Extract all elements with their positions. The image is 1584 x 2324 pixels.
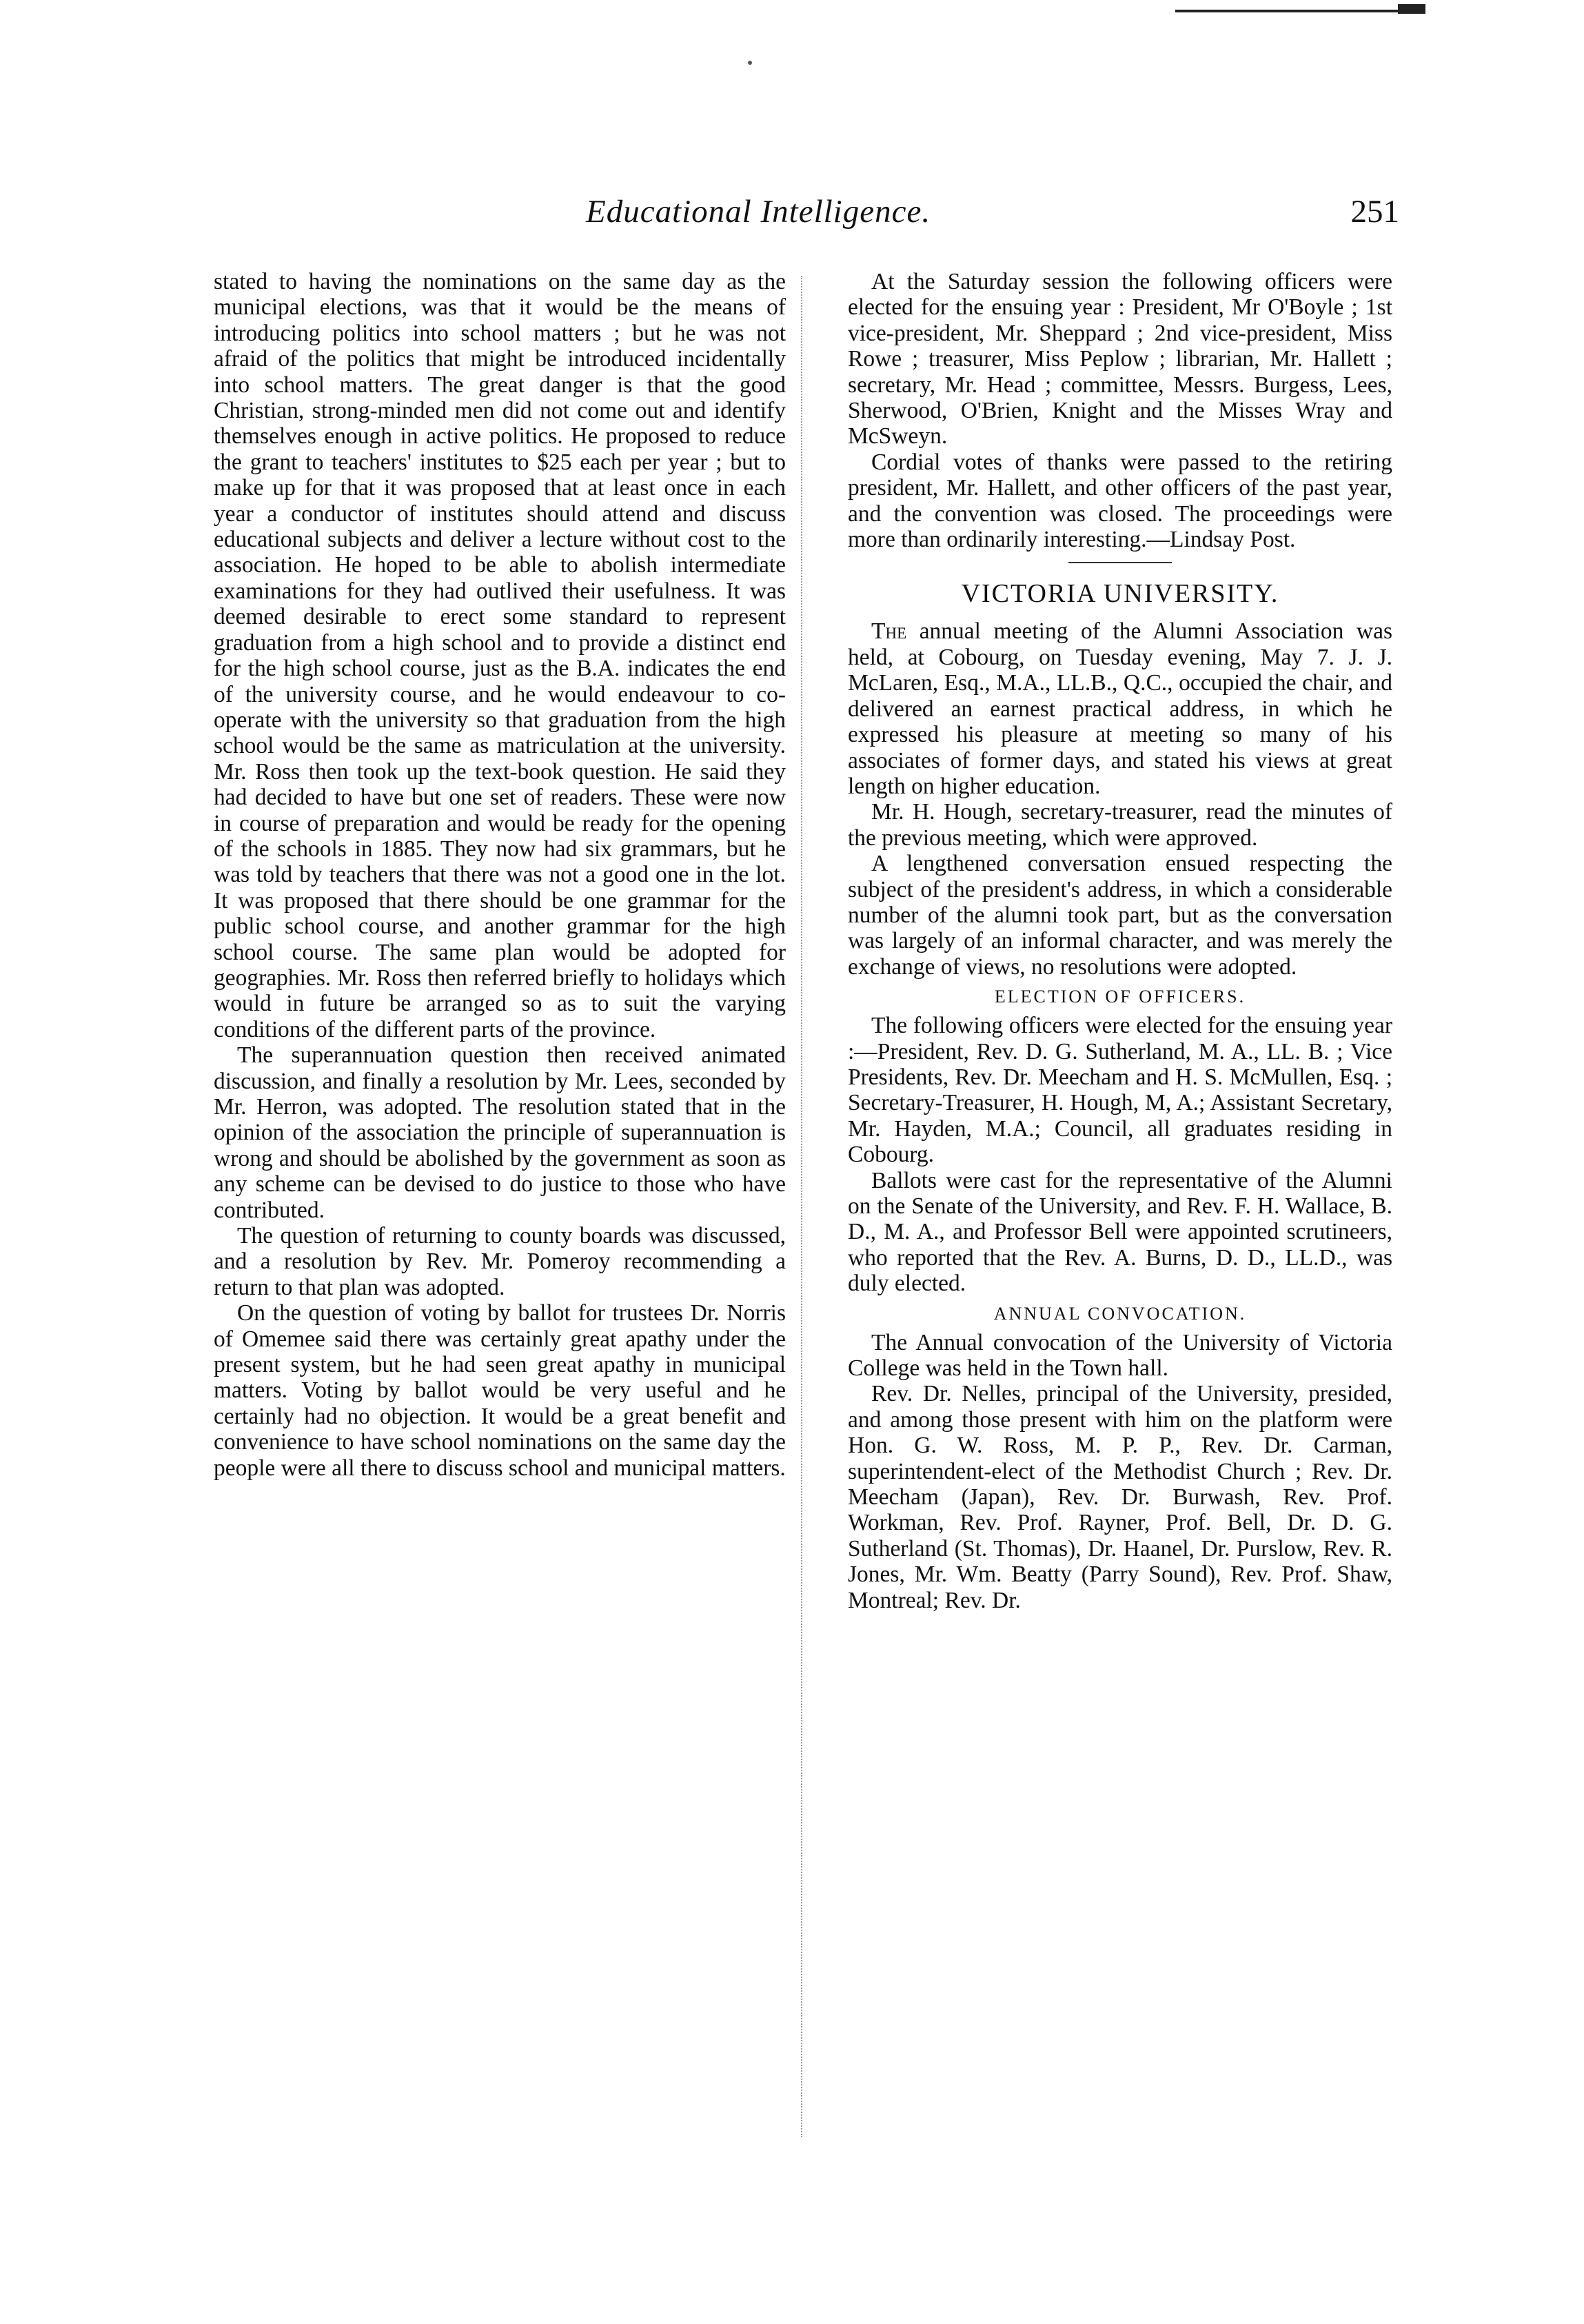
sub-heading-annual-convocation: ANNUAL CONVOCATION.	[993, 1303, 1247, 1324]
right-column	[848, 269, 1392, 1613]
victoria-paragraph-1	[848, 618, 1392, 799]
left-paragraph-3: The question of returning to county boards was discussed, and a resolution by Rev. Mr. Pomeroy recommending a return to that plan was adopted.	[214, 1223, 786, 1300]
section-heading-victoria-university: VICTORIA UNIVERSITY.	[961, 579, 1279, 609]
right-intro-paragraph-2: Cordial votes of thanks were passed to the retiring president, Mr. Hallett, and other officers of the past year, and the convention was closed. The proceedings were more than ordinarily interesting.—Lindsay Post.	[848, 449, 1392, 553]
left-paragraph-4: On the question of voting by ballot for trustees Dr. Norris of Omemee said there was certainly great apathy under the present system, but he had seen great apathy in municipal matters. Voting by ballot would be very useful and he certainly had no objection. It would be a great benefit and convenience to have school nominations on the same day the people were all there to discuss school and municipal matters.	[214, 1300, 786, 1481]
left-paragraph-2: The superannuation question then received animated discussion, and finally a resolution by Mr. Lees, seconded by Mr. Herron, was adopted. The resolution stated that in the opinion of the association the principle of superannuation is wrong and should be abolished by the government as soon as any scheme can be devised to do justice to those who have contributed.	[214, 1042, 786, 1223]
convocation-paragraph-1: The Annual convocation of the University of Victoria College was held in the Town hall.	[848, 1329, 1392, 1382]
top-edge-rule-end	[1398, 4, 1425, 14]
running-header	[214, 193, 1399, 234]
convocation-paragraph-2: Rev. Dr. Nelles, principal of the University, presided, and among those present with him on the platform were Hon. G. W. Ross, M. P. P., Rev. Dr. Carman, superintendent-elect of the Methodist Church ; Rev. Dr. Meecham (Japan), Rev. Dr. Burwash, Rev. Prof. Workman, Rev. Prof. Rayner, Prof. Bell, Dr. D. G. Sutherland (St. Thomas), Dr. Haanel, Dr. Purslow, Rev. R. Jones, Mr. Wm. Beatty (Parry Sound), Rev. Prof. Shaw, Montreal; Rev. Dr.	[848, 1381, 1392, 1613]
section-separator-rule	[1068, 562, 1172, 563]
column-divider	[801, 276, 802, 2137]
election-paragraph-1: The following officers were elected for the ensuing year :—President, Rev. D. G. Sutherland, M. A., LL. B. ; Vice Presidents, Rev. Dr. Meecham and H. S. McMullen, Esq. ; Secretary-Treasurer, H. Hough, M, A.; Assistant Secretary, Mr. Hayden, M.A.; Council, all graduates residing in Cobourg.	[848, 1013, 1392, 1168]
victoria-paragraph-3: A lengthened conversation ensued respecting the subject of the president's address, in which a considerable number of the alumni took part, but as the conversation was largely of an informal character, and was merely the exchange of views, no resolutions were adopted.	[848, 851, 1392, 980]
election-paragraph-2: Ballots were cast for the representative of the Alumni on the Senate of the University, and Rev. F. H. Wallace, B. D., M. A., and Professor Bell were appointed scrutineers, who reported that the Rev. A. Burns, D. D., LL.D., was duly elected.	[848, 1167, 1392, 1297]
page-number: 251	[1350, 194, 1399, 230]
top-edge-rule	[1175, 10, 1425, 12]
right-intro-paragraph-1: At the Saturday session the following officers were elected for the ensuing year : President, Mr O'Boyle ; 1st vice-president, Mr. Sheppard ; 2nd vice-president, Miss Rowe ; treasurer, Miss Peplow ; librarian, Mr. Hallett ; secretary, Mr. Head ; committee, Messrs. Burgess, Lees, Sherwood, O'Brien, Knight and the Misses Wray and McSweyn.	[848, 269, 1392, 449]
victoria-paragraph-2: Mr. H. Hough, secretary-treasurer, read the minutes of the previous meeting, which were approved.	[848, 799, 1392, 851]
left-column	[214, 269, 786, 1481]
sub-heading-election-of-officers: ELECTION OF OFFICERS.	[994, 987, 1246, 1007]
print-speck	[748, 61, 752, 65]
section-lead-word: The	[871, 618, 907, 645]
victoria-paragraph-1-text: annual meeting of the Alumni Association was held, at Cobourg, on Tuesday evening, May 7. J. J. McLaren, Esq., M.A., LL.B., Q.C., occupied the chair, and delivered an earnest practical address, in which he expressed his pleasure at meeting so many of his associates of former days, and stated his views at great length on higher education.	[848, 618, 1393, 799]
running-title: Educational Intelligence.	[586, 194, 931, 230]
left-paragraph-1: stated to having the nominations on the same day as the municipal elections, was that it would be the means of introducing politics into school matters ; but he was not afraid of the politics that might be introduced incidentally into school matters. The great danger is that the good Christian, strong-minded men did not come out and identify themselves enough in active politics. He proposed to reduce the grant to teachers' institutes to $25 each per year ; but to make up for that it was proposed that at least once in each year a conductor of institutes should attend and discuss educational subjects and deliver a lecture without cost to the association. He hoped to be able to abolish intermediate examinations for they had outlived their usefulness. It was deemed desirable to erect some standard to represent graduation from a high school and to provide a distinct end for the high school course, just as the B.A. indicates the end of the university course, and he would endeavour to co-operate with the university so that graduation from the high school would be the same as matriculation at the university. Mr. Ross then took up the text-book question. He said they had decided to have but one set of readers. These were now in course of preparation and would be ready for the opening of the schools in 1885. They now had six grammars, but he was told by teachers that there was not a good one in the lot. It was proposed that there should be one grammar for the public school course, and another grammar for the high school course. The same plan would be adopted for geographies. Mr. Ross then referred briefly to holidays which would in future be arranged so as to suit the varying conditions of the different parts of the province.	[214, 269, 786, 1042]
